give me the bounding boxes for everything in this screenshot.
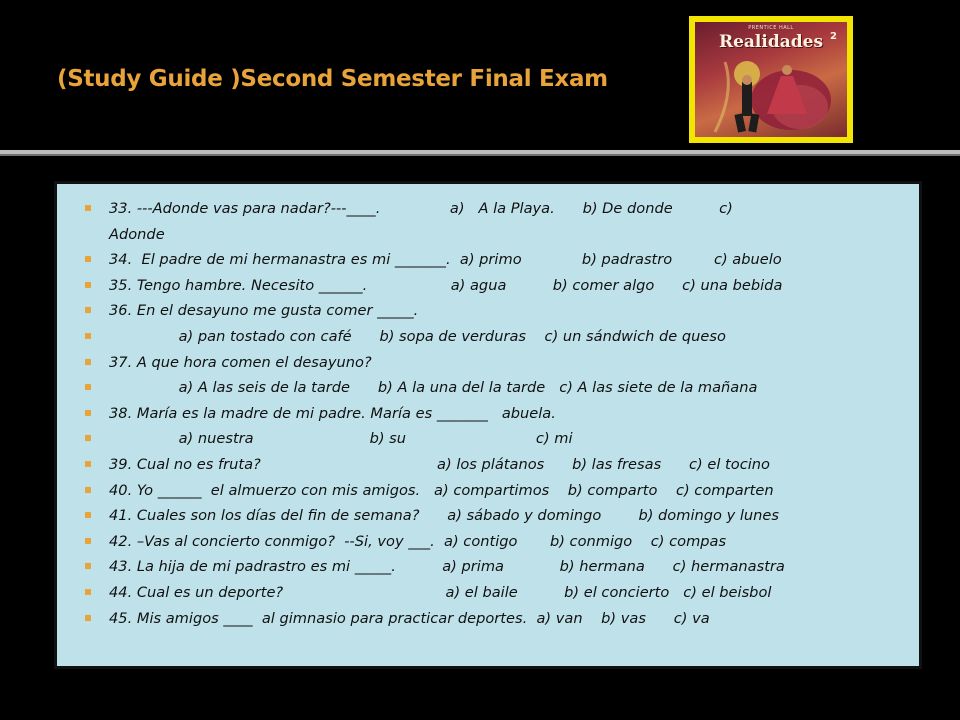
question-text: 42. –Vas al concierto conmigo? --Si, voy ___. a) contigo b) conmigo c) compas [109,532,727,550]
question-text: 35. Tengo hambre. Necesito ______. a) agua b) comer algo c) una bebida [109,276,783,294]
textbook-cover-image [689,16,853,143]
bullet-icon [85,282,91,288]
question-text: 45. Mis amigos ____ al gimnasio para practicar deportes. a) van b) vas c) va [109,609,710,627]
question-text: a) A las seis de la tarde b) A la una del la tarde c) A las siete de la mañana [109,379,758,397]
cover-level-badge: 2 [830,31,837,42]
question-text: a) pan tostado con café b) sopa de verduras c) un sándwich de queso [109,328,726,345]
page-title: (Study Guide )Second Semester Final Exam [57,66,608,92]
cover-art [695,22,847,137]
question-text: 39. Cual no es fruta? a) los plátanos b) las fresas c) el tocino [109,456,770,473]
question-text: 34. El padre de mi hermanastra es mi _______. a) primo b) padrastro c) abuelo [109,251,782,269]
question-text: 40. Yo ______ el almuerzo con mis amigos. a) compartimos b) comparto c) comparten [109,481,774,499]
question-list-panel [54,181,922,669]
bullet-icon [85,307,91,313]
bullet-icon [85,538,91,544]
question-text: 37. A que hora comen el desayuno? [109,353,372,371]
question-text: 38. María es la madre de mi padre. María es _______ abuela. [109,404,556,422]
bullet-icon [85,589,91,595]
question-text: a) nuestra b) su c) mi [109,430,573,448]
bullet-icon [85,359,91,365]
question-text: 44. Cual es un deporte? a) el baile b) el concierto c) el beisbol [109,584,772,601]
bullet-icon [85,435,91,441]
bullet-icon [85,205,91,211]
bullet-icon [85,487,91,493]
bullet-icon [85,512,91,518]
bullet-icon [85,615,91,621]
header-divider-shadow [0,154,960,156]
question-text: 43. La hija de mi padrastro es mi _____. a) prima b) hermana c) hermanastra [109,558,785,576]
question-text: 33. ---Adonde vas para nadar?---____. a) A la Playa. b) De donde c) [109,200,733,217]
bullet-icon [85,333,91,339]
question-text: 36. En el desayuno me gusta comer _____. [109,302,419,320]
bullet-icon [85,410,91,416]
cover-title-text: Realidades [718,32,824,52]
bullet-icon [85,563,91,569]
bullet-icon [85,461,91,467]
question-text: 41. Cuales son los días del fin de semana? a) sábado y domingo b) domingo y lunes [109,507,780,525]
question-text: Adonde [109,225,165,243]
bullet-icon [85,384,91,390]
bullet-icon [85,256,91,262]
cover-publisher-text: PRENTICE HALL [748,25,794,31]
